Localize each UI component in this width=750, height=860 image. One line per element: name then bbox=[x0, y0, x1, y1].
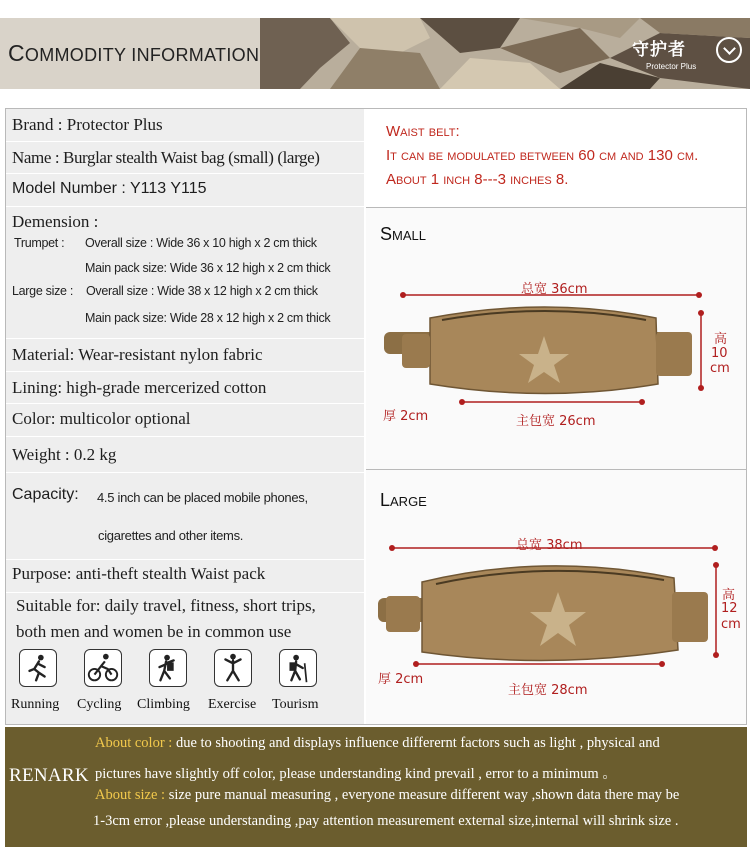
purpose-text: Purpose: anti-theft stealth Waist pack bbox=[12, 564, 266, 583]
tourism-icon bbox=[279, 649, 317, 687]
spec-table bbox=[5, 108, 747, 725]
large-total-width: 总宽 38cm bbox=[516, 538, 583, 553]
large-height-value: 12 bbox=[721, 601, 738, 616]
trumpet-main-size: Main pack size: Wide 36 x 12 high x 2 cm thick bbox=[85, 261, 331, 275]
activity-label-cycling: Cycling bbox=[77, 697, 122, 712]
capacity-row bbox=[6, 473, 364, 560]
cycling-icon bbox=[84, 649, 122, 687]
small-height-value: 10 bbox=[711, 346, 728, 361]
trumpet-label: Trumpet : bbox=[14, 236, 65, 250]
small-height-unit: cm bbox=[710, 361, 730, 376]
remark-size-line2: 1-3cm error ,please understanding ,pay attention measurement external size,internal will shrink size . bbox=[93, 813, 679, 829]
waist-belt-inches: About 1 inch 8---3 inches 8. bbox=[386, 171, 569, 188]
weight-text: Weight : 0.2 kg bbox=[12, 445, 117, 464]
large-height-unit: cm bbox=[721, 617, 741, 632]
section-title: COMMODITY INFORMATION bbox=[8, 40, 260, 66]
waist-belt-title: Waist belt: bbox=[386, 123, 460, 140]
about-size-text1: size pure manual measuring , everyone measure different way ,shown data there may be bbox=[165, 787, 680, 803]
exercise-icon bbox=[214, 649, 252, 687]
suitable-line2: both men and women be in common use bbox=[16, 622, 292, 641]
brand-english-name: Protector Plus bbox=[646, 62, 697, 71]
capacity-line1: 4.5 inch can be placed mobile phones, bbox=[97, 490, 308, 505]
model-row bbox=[6, 174, 364, 207]
brand-text: Brand : Protector Plus bbox=[12, 115, 163, 134]
small-main-width: 主包宽 26cm bbox=[516, 414, 596, 429]
remark-section bbox=[5, 727, 747, 847]
lining-row bbox=[6, 372, 364, 404]
large-main-size: Main pack size: Wide 28 x 12 high x 2 cm thick bbox=[85, 311, 331, 325]
dimension-title: Demension : bbox=[12, 212, 99, 231]
material-row bbox=[6, 339, 364, 372]
large-main-width: 主包宽 28cm bbox=[508, 683, 588, 698]
trumpet-overall-size: Overall size : Wide 36 x 10 high x 2 cm thick bbox=[85, 236, 317, 250]
brand-row bbox=[6, 109, 364, 142]
small-thickness: 厚 2cm bbox=[383, 409, 429, 424]
large-label: Large size : bbox=[12, 284, 74, 298]
climbing-icon bbox=[149, 649, 187, 687]
activity-label-running: Running bbox=[11, 697, 60, 712]
activity-label-exercise: Exercise bbox=[208, 697, 257, 712]
large-thickness: 厚 2cm bbox=[378, 672, 424, 687]
capacity-line2: cigarettes and other items. bbox=[98, 528, 244, 543]
size-column bbox=[366, 109, 746, 724]
remark-label: RENARK bbox=[9, 765, 89, 786]
remark-color-line2: pictures have slightly off color, please understanding kind prevail , error to a minimum 。 bbox=[95, 766, 617, 782]
name-text: Name : Burglar stealth Waist bag (small) (large) bbox=[12, 148, 320, 167]
running-icon bbox=[19, 649, 57, 687]
brand-chinese-name: 守护者 bbox=[632, 40, 686, 60]
color-row bbox=[6, 404, 364, 437]
large-height-label: 高 bbox=[722, 588, 736, 603]
small-title: Small bbox=[380, 224, 426, 244]
brand-logo bbox=[632, 29, 744, 81]
activity-label-climbing: Climbing bbox=[137, 697, 190, 712]
model-text: Model Number : Y113 Y115 bbox=[12, 180, 207, 197]
dimension-row bbox=[6, 207, 364, 339]
large-title: Large bbox=[380, 490, 427, 510]
purpose-row bbox=[6, 560, 364, 593]
activity-label-tourism: Tourism bbox=[272, 697, 319, 712]
brand-chevron-icon bbox=[716, 37, 742, 63]
small-size-panel bbox=[366, 207, 746, 469]
material-text: Material: Wear-resistant nylon fabric bbox=[12, 345, 263, 364]
small-bag-diagram bbox=[366, 208, 746, 470]
remark-color-line1 bbox=[95, 735, 660, 752]
weight-row bbox=[6, 437, 364, 473]
spec-column bbox=[6, 109, 364, 724]
color-text: Color: multicolor optional bbox=[12, 409, 191, 428]
large-size-panel bbox=[366, 469, 746, 724]
capacity-label: Capacity: bbox=[12, 486, 79, 503]
suitable-line1: Suitable for: daily travel, fitness, short trips, bbox=[16, 596, 316, 615]
about-size-label: About size : bbox=[95, 787, 166, 803]
large-overall-size: Overall size : Wide 38 x 12 high x 2 cm thick bbox=[86, 284, 318, 298]
waist-belt-range: It can be modulated between 60 cm and 130 cm. bbox=[386, 147, 699, 164]
small-height-label: 高 bbox=[714, 332, 728, 347]
about-color-label: About color : bbox=[95, 735, 173, 751]
commodity-header bbox=[0, 18, 750, 89]
small-total-width: 总宽 36cm bbox=[521, 282, 588, 297]
remark-size-line1 bbox=[95, 787, 679, 804]
waist-belt-panel bbox=[366, 109, 746, 207]
lining-text: Lining: high-grade mercerized cotton bbox=[12, 378, 267, 397]
name-row bbox=[6, 142, 364, 174]
about-color-text1: due to shooting and displays influence differernt factors such as light , physical and bbox=[172, 735, 660, 751]
